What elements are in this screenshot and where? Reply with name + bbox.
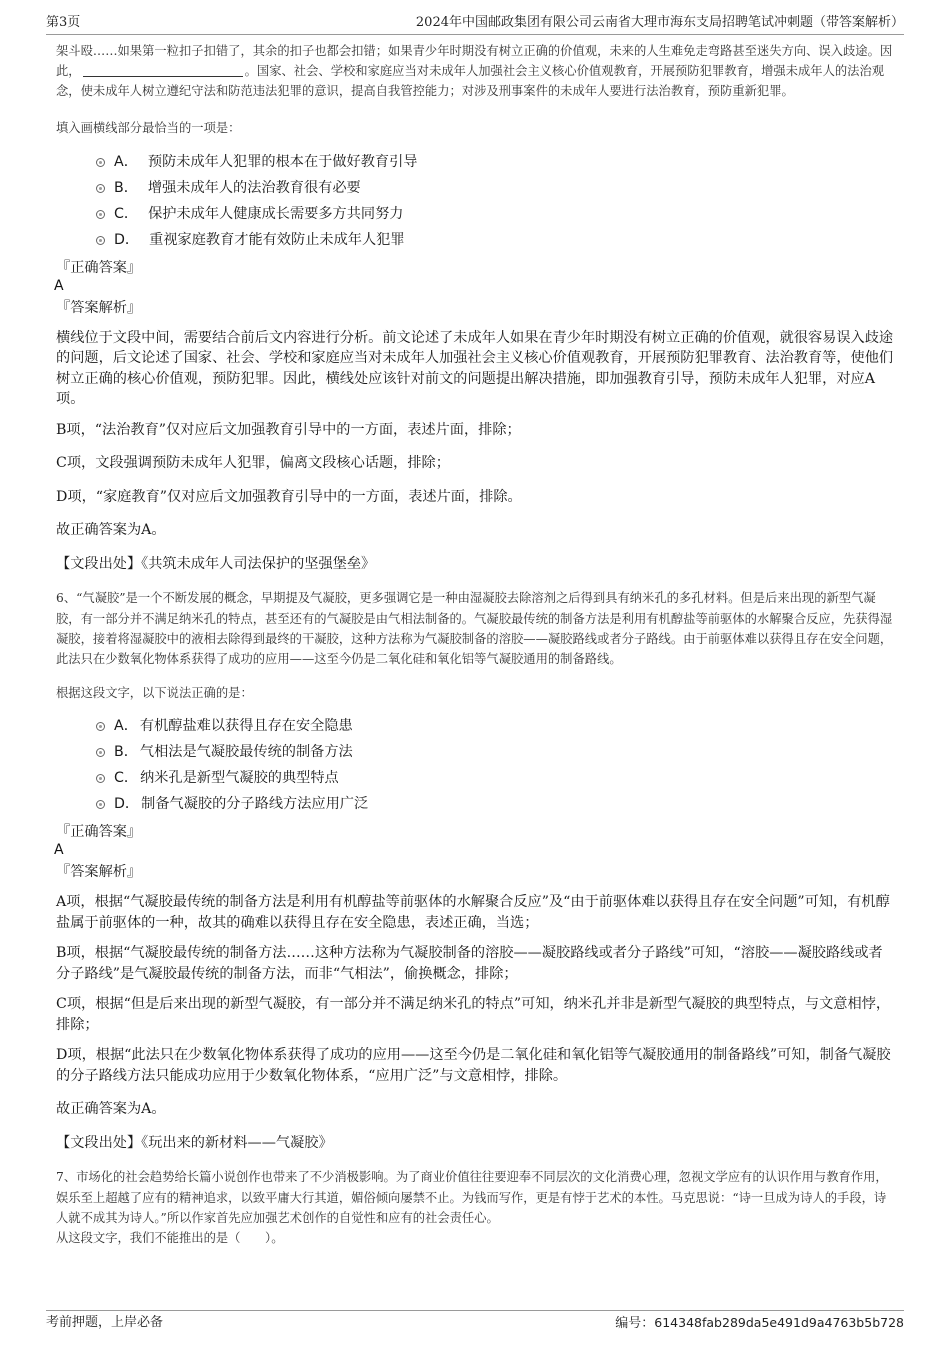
page-number: 第3页: [46, 15, 81, 30]
document-code: [615, 1312, 904, 1335]
radio-icon[interactable]: [96, 210, 105, 219]
q5-options: [56, 149, 896, 253]
q5-conclusion: 故正确答案为A。: [56, 522, 166, 539]
q5-analysis-label: 『答案解析』: [56, 299, 142, 316]
q5-analysis-b: B项，“法治教育”仅对应后文加强教育引导中的一方面，表述片面，排除；: [56, 421, 521, 438]
q5-passage: [56, 41, 896, 102]
q6-options: [56, 713, 896, 817]
q7-passage: 7、市场化的社会趋势给长篇小说创作也带来了不少消极影响。为了商业价值往往要迎奉不同层次的文化消费心理，忽视文学应有的认识作用与教育作用，娱乐至上超越了应有的精神追求，以致平庸大行其道，媚俗倾向屡禁不止。为钱而写作，更是有悖于艺术的本性。马克思说：“诗一旦成为诗人的手段，诗人就不成其为诗人。”所以作家首先应加强艺术创作的自觉性和应有的社会责任心。: [56, 1170, 888, 1225]
q6-analysis-d: D项，根据“此法只在少数氧化物体系获得了成功的应用——这至今仍是二氧化硅和氧化铝等气凝胶通用的制备路线”可知，制备气凝胶的分子路线方法只能成功应用于少数氧化物体系，“应用广泛”与文意相悖，排除。: [56, 1047, 891, 1084]
q6-analysis-b: B项，根据“气凝胶最传统的制备方法……这种方法称为气凝胶制备的溶胶——凝胶路线或者分子路线”可知，“溶胶——凝胶路线或者分子路线”是气凝胶最传统的制备方法，而非“气相法”，偷换概念，排除；: [56, 945, 883, 982]
page-header: [46, 12, 904, 35]
q5-analysis-d: D项，“家庭教育”仅对应后文加强教育引导中的一方面，表述片面，排除。: [56, 488, 522, 505]
radio-icon[interactable]: [96, 722, 105, 731]
q6-analysis-c: C项，根据“但是后来出现的新型气凝胶，有一部分并不满足纳米孔的特点”可知，纳米孔并非是新型气凝胶的典型特点，与文意相悖，排除；: [56, 996, 891, 1033]
q6-option-c[interactable]: C． 纳米孔是新型气凝胶的典型特点: [56, 765, 896, 791]
document-title: 2024年中国邮政集团有限公司云南省大理市海东支局招聘笔试冲刺题（带答案解析）: [415, 15, 904, 30]
page-content: [56, 41, 896, 1248]
code-label: 编号：: [615, 1316, 655, 1331]
radio-icon[interactable]: [96, 184, 105, 193]
radio-icon[interactable]: [96, 236, 105, 245]
q6-correct-answer: A: [54, 842, 64, 859]
q5-question: 填入画横线部分最恰当的一项是：: [56, 120, 241, 135]
q5-passage-part1: 架斗殴……如果第一粒扣子扣错了，其余的扣子也都会扣错；如果青少年时期没有树立正确的价值观，未来的人生难免走弯路甚至迷失方向、误入歧途。因此，: [56, 44, 893, 79]
q6-correct-label: 『正确答案』: [56, 824, 142, 841]
radio-icon[interactable]: [96, 158, 105, 167]
radio-icon[interactable]: [96, 774, 105, 783]
q5-option-c[interactable]: C． 保护未成年人健康成长需要多方共同努力: [56, 201, 896, 227]
q5-passage-part2: 。国家、社会、学校和家庭应当对未成年人加强社会主义核心价值观教育，开展预防犯罪教育，增强未成年人的法治观念，使未成年人树立遵纪守法和防范违法犯罪的意识，提高自我管控能力；对涉及刑事案件的未成年人要进行法治教育，预防重新犯罪。: [56, 64, 885, 99]
footer-slogan: 考前押题，上岸必备: [46, 1315, 164, 1330]
radio-icon[interactable]: [96, 748, 105, 757]
q5-correct-label: 『正确答案』: [56, 259, 142, 276]
page-footer: [46, 1310, 904, 1335]
q5-analysis-main: 横线位于文段中间，需要结合前后文内容进行分析。前文论述了未成年人如果在青少年时期没有树立正确的价值观，就很容易误入歧途的问题，后文论述了国家、社会、学校和家庭应当对未成年人加强社会主义核心价值观教育，开展预防犯罪教育、法治教育等，使他们树立正确的核心价值观，预防犯罪。因此，横线处应该针对前文的问题提出解决措施，即加强教育引导，预防未成年人犯罪，对应A项。: [56, 329, 894, 408]
q6-option-d[interactable]: D． 制备气凝胶的分子路线方法应用广泛: [56, 791, 896, 817]
q6-analysis-a: A项，根据“气凝胶最传统的制备方法是利用有机醇盐等前驱体的水解聚合反应”及“由于前驱体难以获得且存在安全问题”可知，有机醇盐属于前驱体的一种，故其的确难以获得且存在安全隐患，表述正确，当选；: [56, 894, 890, 931]
q6-question: 根据这段文字，以下说法正确的是：: [56, 686, 253, 701]
q6-passage: 6、“气凝胶”是一个不断发展的概念，早期提及气凝胶，更多强调它是一种由湿凝胶去除溶剂之后得到具有纳米孔的多孔材料。但是后来出现的新型气凝胶，有一部分并不满足纳米孔的特点，甚至还有的气凝胶是由气相法制备的。气凝胶最传统的制备方法是利用有机醇盐等前驱体的水解聚合反应，先获得湿凝胶，接着将湿凝胶中的液相去除得到最终的干凝胶，这种方法称为气凝胶制备的溶胶——凝胶路线或者分子路线。由于前驱体难以获得且存在安全问题，此法只在少数氧化物体系获得了成功的应用——这至今仍是二氧化硅和氧化铝等气凝胶通用的制备路线。: [56, 591, 893, 666]
q5-option-a[interactable]: A． 预防未成年人犯罪的根本在于做好教育引导: [56, 149, 896, 175]
q5-option-b[interactable]: B． 增强未成年人的法治教育很有必要: [56, 175, 896, 201]
q6-source: 【文段出处】《玩出来的新材料——气凝胶》: [56, 1134, 333, 1151]
q7-question: 从这段文字，我们不能推出的是（ ）。: [56, 1230, 284, 1245]
q5-correct-answer: A: [54, 277, 64, 294]
q6-analysis-label: 『答案解析』: [56, 864, 142, 881]
q6-option-a[interactable]: A． 有机醇盐难以获得且存在安全隐患: [56, 713, 896, 739]
q5-analysis-c: C项，文段强调预防未成年人犯罪，偏离文段核心话题，排除；: [56, 455, 450, 472]
radio-icon[interactable]: [96, 800, 105, 809]
q6-option-b[interactable]: B． 气相法是气凝胶最传统的制备方法: [56, 739, 896, 765]
fill-in-blank: [83, 63, 243, 77]
code-value: 614348fab289da5e491d9a4763b5b728: [654, 1315, 904, 1330]
q5-option-d[interactable]: D． 重视家庭教育才能有效防止未成年人犯罪: [56, 227, 896, 253]
q5-source: 【文段出处】《共筑未成年人司法保护的坚强堡垒》: [56, 555, 376, 572]
q6-conclusion: 故正确答案为A。: [56, 1101, 166, 1118]
